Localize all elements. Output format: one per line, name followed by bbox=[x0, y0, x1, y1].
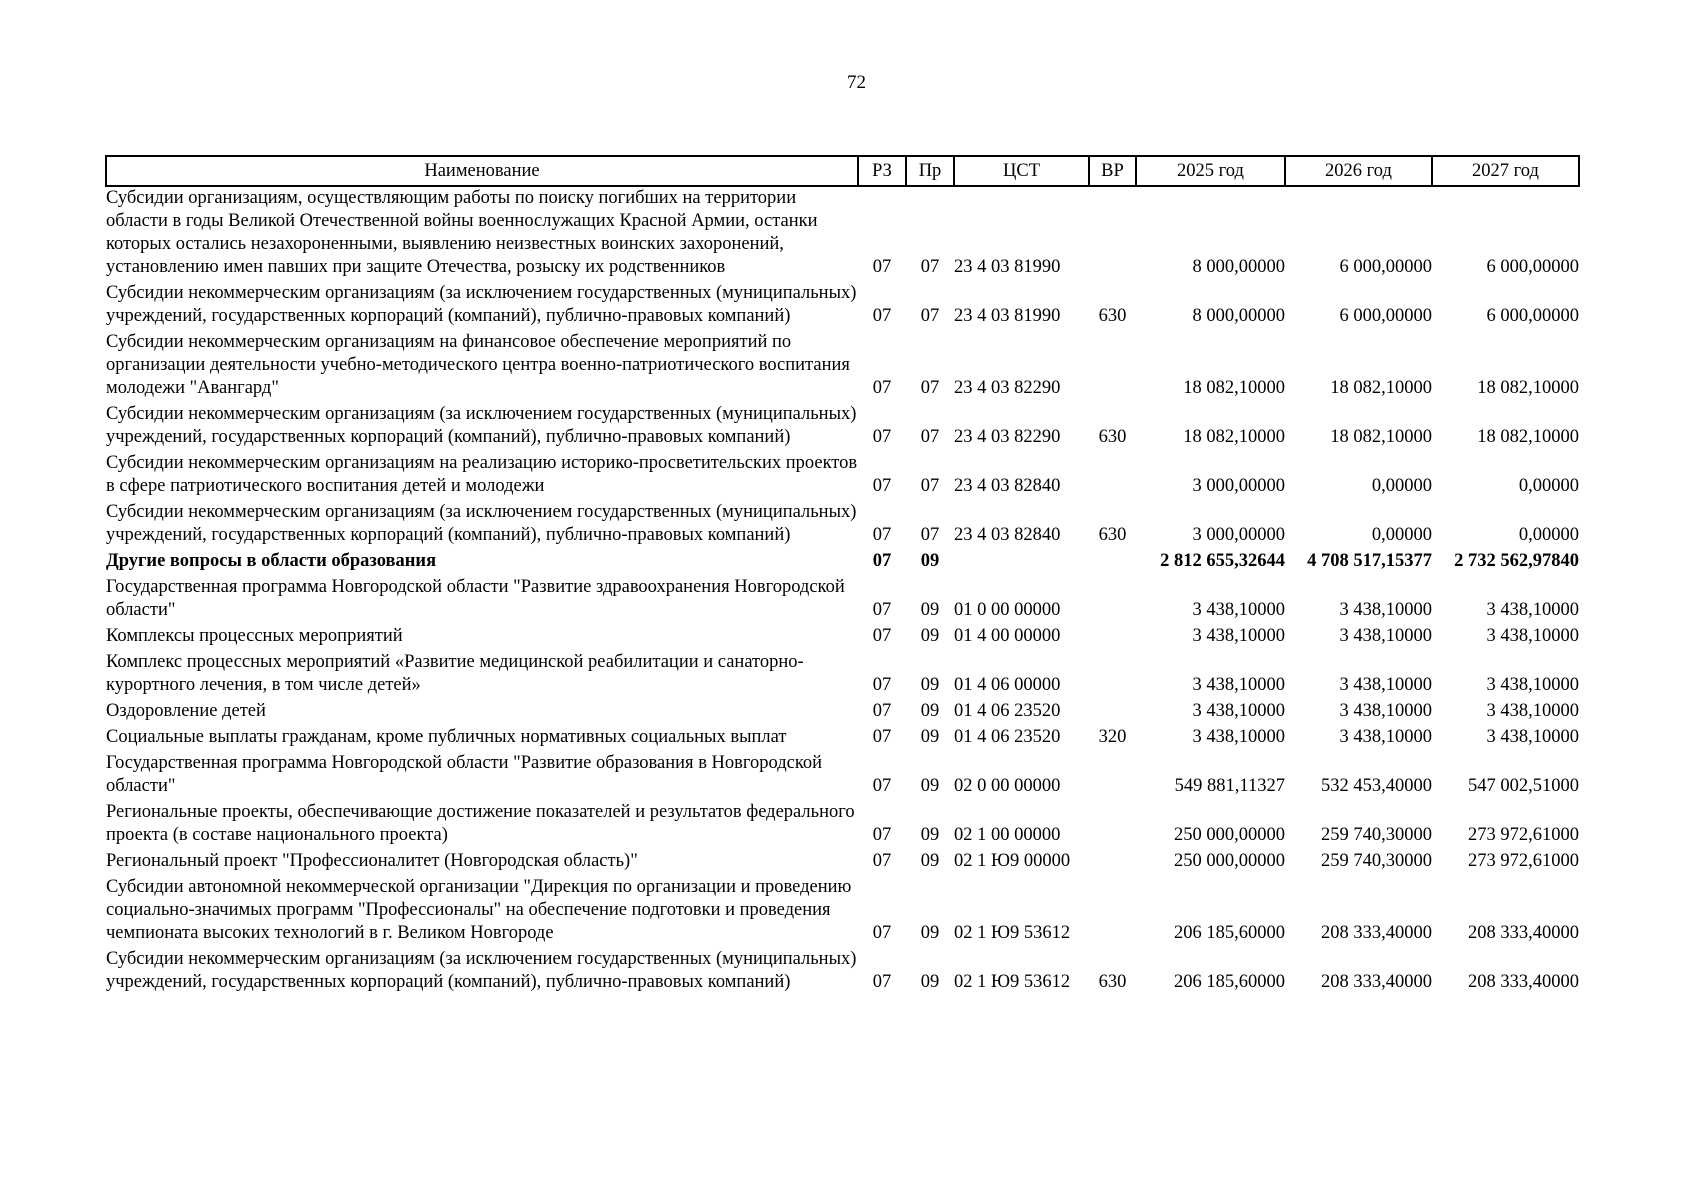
cell-cst: 23 4 03 82840 bbox=[954, 476, 1061, 496]
table-row bbox=[106, 651, 1579, 700]
cell-vr bbox=[1089, 576, 1136, 625]
cell-2026: 6 000,00000 bbox=[1339, 306, 1432, 326]
cell-name: Социальные выплаты гражданам, кроме публичных нормативных социальных выплат bbox=[106, 727, 787, 747]
cell-cst: 23 4 03 82290 bbox=[954, 378, 1061, 398]
column-header-cst: ЦСТ bbox=[954, 156, 1089, 186]
cell-2025: 3 438,10000 bbox=[1192, 701, 1285, 721]
cell-cst: 02 1 Ю9 00000 bbox=[954, 851, 1071, 871]
cell-2027: 273 972,61000 bbox=[1468, 851, 1579, 871]
cell-pr: 09 bbox=[920, 727, 940, 747]
cell-2027: 0,00000 bbox=[1518, 476, 1579, 496]
cell-2025: 250 000,00000 bbox=[1174, 825, 1285, 845]
cell-2026: 208 333,40000 bbox=[1321, 972, 1432, 992]
table-row bbox=[106, 752, 1579, 801]
cell-2025: 3 438,10000 bbox=[1192, 626, 1285, 646]
cell-cst: 02 1 Ю9 53612 bbox=[954, 923, 1071, 943]
cell-vr: 630 bbox=[1098, 525, 1127, 545]
cell-vr: 630 bbox=[1098, 306, 1127, 326]
cell-rz: 07 bbox=[872, 378, 892, 398]
cell-pr: 09 bbox=[920, 923, 940, 943]
cell-cst: 01 4 06 23520 bbox=[954, 727, 1061, 747]
table-row bbox=[106, 948, 1579, 997]
cell-2027: 6 000,00000 bbox=[1486, 306, 1579, 326]
cell-2025: 3 000,00000 bbox=[1192, 476, 1285, 496]
cell-vr bbox=[1089, 625, 1136, 651]
cell-name: Оздоровление детей bbox=[106, 701, 266, 721]
cell-pr: 09 bbox=[920, 825, 940, 845]
cell-vr: 630 bbox=[1098, 972, 1127, 992]
cell-name: Субсидии некоммерческим организациям (за исключением государственных (муниципальных) учреждений, государственных корпораций (компаний), публично-правовых компаний) bbox=[106, 502, 857, 545]
cell-2027: 273 972,61000 bbox=[1468, 825, 1579, 845]
cell-rz: 07 bbox=[872, 727, 892, 747]
cell-2026: 0,00000 bbox=[1371, 476, 1432, 496]
cell-vr bbox=[1089, 752, 1136, 801]
cell-cst: 01 0 00 00000 bbox=[954, 600, 1061, 620]
cell-2027: 3 438,10000 bbox=[1486, 701, 1579, 721]
cell-2026: 259 740,30000 bbox=[1321, 851, 1432, 871]
cell-name: Региональные проекты, обеспечивающие достижение показателей и результатов федерального проекта (в составе национального проекта) bbox=[106, 802, 855, 845]
cell-name: Субсидии некоммерческим организациям (за исключением государственных (муниципальных) учреждений, государственных корпораций (компаний), публично-правовых компаний) bbox=[106, 283, 857, 326]
cell-2026: 4 708 517,15377 bbox=[1307, 551, 1432, 571]
table-row bbox=[106, 550, 1579, 576]
cell-name: Субсидии некоммерческим организациям (за исключением государственных (муниципальных) учреждений, государственных корпораций (компаний), публично-правовых компаний) bbox=[106, 404, 857, 447]
cell-pr: 09 bbox=[920, 776, 940, 796]
column-header-2026: 2026 год bbox=[1285, 156, 1432, 186]
cell-2026: 6 000,00000 bbox=[1339, 257, 1432, 277]
cell-pr: 09 bbox=[920, 851, 940, 871]
cell-name: Государственная программа Новгородской области "Развитие здравоохранения Новгородской области" bbox=[106, 577, 845, 620]
cell-pr: 07 bbox=[920, 525, 940, 545]
table-row bbox=[106, 876, 1579, 948]
page-number: 72 bbox=[847, 72, 866, 93]
cell-2025: 18 082,10000 bbox=[1183, 378, 1285, 398]
cell-rz: 07 bbox=[872, 851, 892, 871]
budget-table bbox=[105, 155, 1580, 997]
cell-rz: 07 bbox=[872, 600, 892, 620]
column-header-2027: 2027 год bbox=[1432, 156, 1579, 186]
cell-rz: 07 bbox=[872, 626, 892, 646]
cell-name: Субсидии некоммерческим организациям на реализацию историко-просветительских проектов в сфере патриотического воспитания детей и молодежи bbox=[106, 453, 858, 496]
cell-2026: 208 333,40000 bbox=[1321, 923, 1432, 943]
cell-vr: 320 bbox=[1098, 727, 1127, 747]
cell-name: Комплекс процессных мероприятий «Развитие медицинской реабилитации и санаторно-курортного лечения, в том числе детей» bbox=[106, 652, 804, 695]
cell-2026: 3 438,10000 bbox=[1339, 600, 1432, 620]
cell-2025: 206 185,60000 bbox=[1174, 972, 1285, 992]
cell-2026: 259 740,30000 bbox=[1321, 825, 1432, 845]
cell-2025: 3 000,00000 bbox=[1192, 525, 1285, 545]
cell-2025: 8 000,00000 bbox=[1192, 306, 1285, 326]
cell-2026: 3 438,10000 bbox=[1339, 675, 1432, 695]
cell-2025: 3 438,10000 bbox=[1192, 600, 1285, 620]
cell-vr bbox=[1089, 452, 1136, 501]
cell-name: Государственная программа Новгородской области "Развитие образования в Новгородской области" bbox=[106, 753, 823, 796]
cell-2025: 18 082,10000 bbox=[1183, 427, 1285, 447]
cell-2025: 3 438,10000 bbox=[1192, 675, 1285, 695]
cell-pr: 09 bbox=[920, 551, 940, 571]
cell-2026: 3 438,10000 bbox=[1339, 727, 1432, 747]
cell-vr: 630 bbox=[1098, 427, 1127, 447]
cell-2027: 18 082,10000 bbox=[1477, 378, 1579, 398]
cell-2025: 2 812 655,32644 bbox=[1160, 551, 1285, 571]
cell-2026: 3 438,10000 bbox=[1339, 626, 1432, 646]
cell-2025: 549 881,11327 bbox=[1174, 776, 1285, 796]
cell-cst bbox=[954, 550, 1089, 576]
cell-2027: 3 438,10000 bbox=[1486, 600, 1579, 620]
cell-pr: 07 bbox=[920, 306, 940, 326]
column-header-rz: РЗ bbox=[858, 156, 906, 186]
table-header bbox=[106, 156, 1579, 186]
cell-rz: 07 bbox=[872, 701, 892, 721]
cell-cst: 01 4 06 00000 bbox=[954, 675, 1061, 695]
cell-vr bbox=[1089, 550, 1136, 576]
cell-2025: 3 438,10000 bbox=[1192, 727, 1285, 747]
cell-2027: 3 438,10000 bbox=[1486, 727, 1579, 747]
cell-vr bbox=[1089, 850, 1136, 876]
cell-pr: 09 bbox=[920, 600, 940, 620]
cell-vr bbox=[1089, 801, 1136, 850]
cell-2027: 3 438,10000 bbox=[1486, 626, 1579, 646]
cell-pr: 09 bbox=[920, 972, 940, 992]
cell-2027: 18 082,10000 bbox=[1477, 427, 1579, 447]
table-row bbox=[106, 452, 1579, 501]
table-row bbox=[106, 700, 1579, 726]
column-header-name: Наименование bbox=[106, 156, 858, 186]
cell-pr: 09 bbox=[920, 701, 940, 721]
cell-2026: 3 438,10000 bbox=[1339, 701, 1432, 721]
cell-name: Другие вопросы в области образования bbox=[106, 551, 437, 571]
cell-2025: 206 185,60000 bbox=[1174, 923, 1285, 943]
cell-rz: 07 bbox=[872, 551, 892, 571]
cell-cst: 01 4 00 00000 bbox=[954, 626, 1061, 646]
cell-cst: 02 1 Ю9 53612 bbox=[954, 972, 1071, 992]
cell-rz: 07 bbox=[872, 306, 892, 326]
cell-pr: 07 bbox=[920, 257, 940, 277]
cell-2025: 250 000,00000 bbox=[1174, 851, 1285, 871]
column-header-pr: Пр bbox=[906, 156, 954, 186]
cell-vr bbox=[1089, 331, 1136, 403]
cell-cst: 02 1 00 00000 bbox=[954, 825, 1061, 845]
cell-2027: 208 333,40000 bbox=[1468, 972, 1579, 992]
cell-pr: 09 bbox=[920, 626, 940, 646]
cell-rz: 07 bbox=[872, 776, 892, 796]
cell-pr: 09 bbox=[920, 675, 940, 695]
cell-name: Субсидии некоммерческим организациям (за исключением государственных (муниципальных) учреждений, государственных корпораций (компаний), публично-правовых компаний) bbox=[106, 949, 857, 992]
cell-cst: 23 4 03 81990 bbox=[954, 257, 1061, 277]
table-row bbox=[106, 576, 1579, 625]
cell-vr bbox=[1089, 651, 1136, 700]
cell-rz: 07 bbox=[872, 972, 892, 992]
cell-name: Субсидии некоммерческим организациям на финансовое обеспечение мероприятий по организации деятельности учебно-методического центра военно-патриотического воспитания молодежи "Авангард" bbox=[106, 332, 850, 398]
cell-2026: 18 082,10000 bbox=[1330, 427, 1432, 447]
cell-name: Региональный проект "Профессионалитет (Новгородская область)" bbox=[106, 851, 638, 871]
cell-rz: 07 bbox=[872, 525, 892, 545]
cell-rz: 07 bbox=[872, 923, 892, 943]
cell-pr: 07 bbox=[920, 378, 940, 398]
cell-2026: 0,00000 bbox=[1371, 525, 1432, 545]
cell-2027: 208 333,40000 bbox=[1468, 923, 1579, 943]
cell-rz: 07 bbox=[872, 476, 892, 496]
cell-vr bbox=[1089, 700, 1136, 726]
cell-cst: 02 0 00 00000 bbox=[954, 776, 1061, 796]
cell-pr: 07 bbox=[920, 476, 940, 496]
cell-rz: 07 bbox=[872, 825, 892, 845]
cell-2025: 8 000,00000 bbox=[1192, 257, 1285, 277]
cell-cst: 23 4 03 82840 bbox=[954, 525, 1061, 545]
cell-vr bbox=[1089, 186, 1136, 282]
cell-2026: 18 082,10000 bbox=[1330, 378, 1432, 398]
table-row bbox=[106, 726, 1579, 752]
cell-name: Субсидии автономной некоммерческой организации "Дирекция по организации и проведению социально-значимых программ "Профессионалы" на обеспечение подготовки и проведения чемпионата высоких технологий в г. Великом Новгороде bbox=[106, 877, 852, 943]
cell-2027: 0,00000 bbox=[1518, 525, 1579, 545]
cell-name: Комплексы процессных мероприятий bbox=[106, 626, 403, 646]
column-header-2025: 2025 год bbox=[1136, 156, 1285, 186]
table-row bbox=[106, 331, 1579, 403]
table-row bbox=[106, 403, 1579, 452]
cell-2027: 2 732 562,97840 bbox=[1454, 551, 1579, 571]
cell-2027: 3 438,10000 bbox=[1486, 675, 1579, 695]
cell-2026: 532 453,40000 bbox=[1321, 776, 1432, 796]
cell-2027: 6 000,00000 bbox=[1486, 257, 1579, 277]
table-row bbox=[106, 501, 1579, 550]
cell-cst: 01 4 06 23520 bbox=[954, 701, 1061, 721]
cell-name: Субсидии организациям, осуществляющим работы по поиску погибших на территории области в годы Великой Отечественной войны военнослужащих Красной Армии, останки которых остались незахороненными, выявлению неизвестных воинских захоронений, установлению имен павших при защите Отечества, розыску их родственников bbox=[106, 188, 818, 277]
cell-2027: 547 002,51000 bbox=[1468, 776, 1579, 796]
table-row bbox=[106, 186, 1579, 282]
table-row bbox=[106, 625, 1579, 651]
cell-rz: 07 bbox=[872, 427, 892, 447]
cell-cst: 23 4 03 82290 bbox=[954, 427, 1061, 447]
table-row bbox=[106, 850, 1579, 876]
cell-pr: 07 bbox=[920, 427, 940, 447]
cell-rz: 07 bbox=[872, 675, 892, 695]
cell-cst: 23 4 03 81990 bbox=[954, 306, 1061, 326]
column-header-vr: ВР bbox=[1089, 156, 1136, 186]
cell-vr bbox=[1089, 876, 1136, 948]
table-row bbox=[106, 282, 1579, 331]
table-row bbox=[106, 801, 1579, 850]
cell-rz: 07 bbox=[872, 257, 892, 277]
